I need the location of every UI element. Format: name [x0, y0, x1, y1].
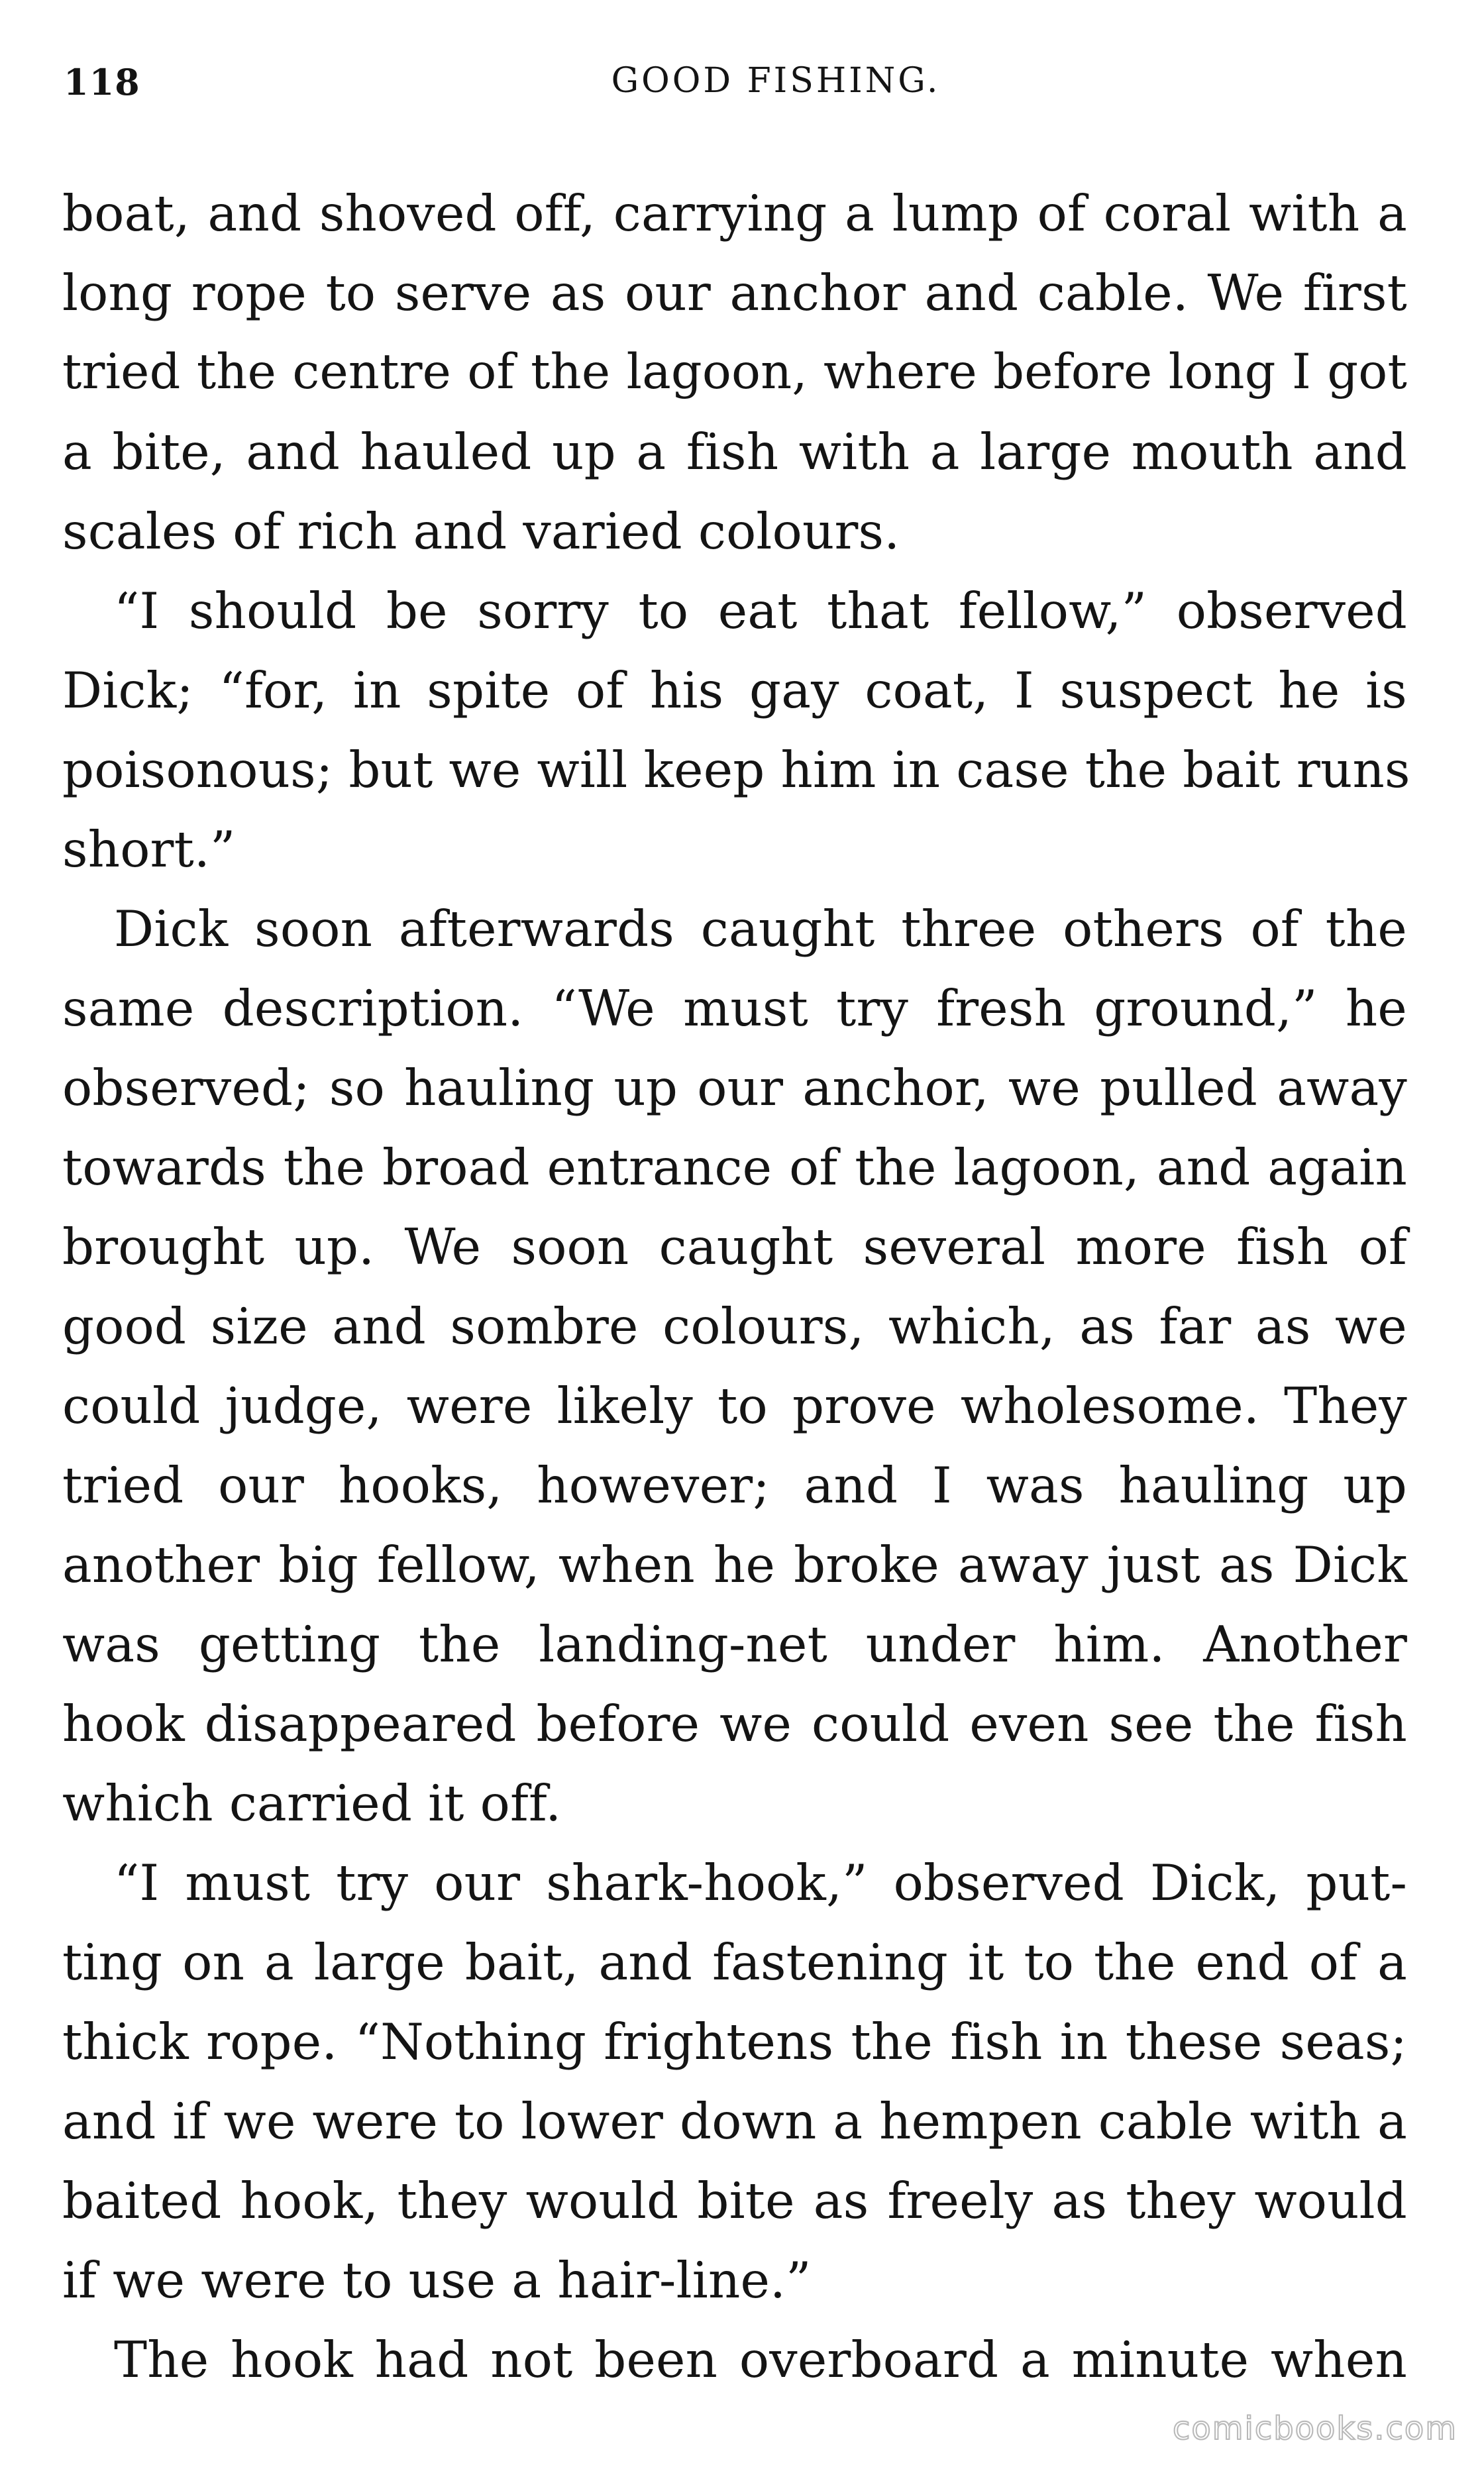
text-line: thick rope. “Nothing frightens the fish in these seas;: [62, 2013, 1407, 2071]
text-line: The hook had not been overboard a minute when: [114, 2331, 1407, 2389]
text-line: ting on a large bait, and fastening it to the end of a: [62, 1933, 1407, 1991]
text-line: “I must try our shark-hook,” observed Dick, put-: [114, 1854, 1407, 1912]
text-line: boat, and shoved off, carrying a lump of coral with a: [62, 184, 1407, 242]
text-line: Dick soon afterwards caught three others of the: [114, 900, 1407, 958]
text-line: poisonous; but we will keep him in case the bait runs: [62, 741, 1410, 799]
text-line: tried the centre of the lagoon, where before long I got: [62, 344, 1407, 400]
text-line: tried our hooks, however; and I was hauling up: [62, 1456, 1407, 1514]
text-line: scales of rich and varied colours.: [62, 502, 900, 560]
text-line: good size and sombre colours, which, as far as we: [62, 1297, 1407, 1355]
text-line: brought up. We soon caught several more fish of: [62, 1218, 1407, 1276]
text-line: was getting the landing-net under him. Another: [62, 1615, 1407, 1673]
page-number: 118: [64, 61, 140, 103]
text-line: hook disappeared before we could even see the fish: [62, 1695, 1407, 1753]
body-text: [62, 174, 1410, 2399]
text-line: Dick; “for, in spite of his gay coat, I suspect he is: [62, 661, 1407, 719]
text-line: which carried it off.: [62, 1774, 562, 1832]
text-line: “I should be sorry to eat that fellow,” observed: [114, 582, 1407, 640]
text-line: and if we were to lower down a hempen cable with a: [62, 2092, 1407, 2150]
watermark: comicbooks.com: [1172, 2410, 1458, 2447]
text-line: towards the broad entrance of the lagoon, and again: [62, 1138, 1407, 1196]
page-header: [64, 61, 1415, 121]
text-line: if we were to use a hair-line.”: [62, 2251, 812, 2309]
text-line: baited hook, they would bite as freely as they would: [62, 2172, 1407, 2230]
text-line: a bite, and hauled up a fish with a large mouth and: [62, 423, 1407, 481]
text-line: observed; so hauling up our anchor, we pulled away: [62, 1059, 1407, 1117]
text-line: same description. “We must try fresh ground,” he: [62, 979, 1407, 1037]
text-line: short.”: [62, 820, 236, 878]
text-line: another big fellow, when he broke away just as Dick: [62, 1536, 1407, 1594]
running-head: GOOD FISHING.: [611, 61, 941, 101]
text-line: long rope to serve as our anchor and cable. We first: [62, 264, 1407, 322]
text-line: could judge, were likely to prove wholesome. They: [62, 1377, 1407, 1435]
